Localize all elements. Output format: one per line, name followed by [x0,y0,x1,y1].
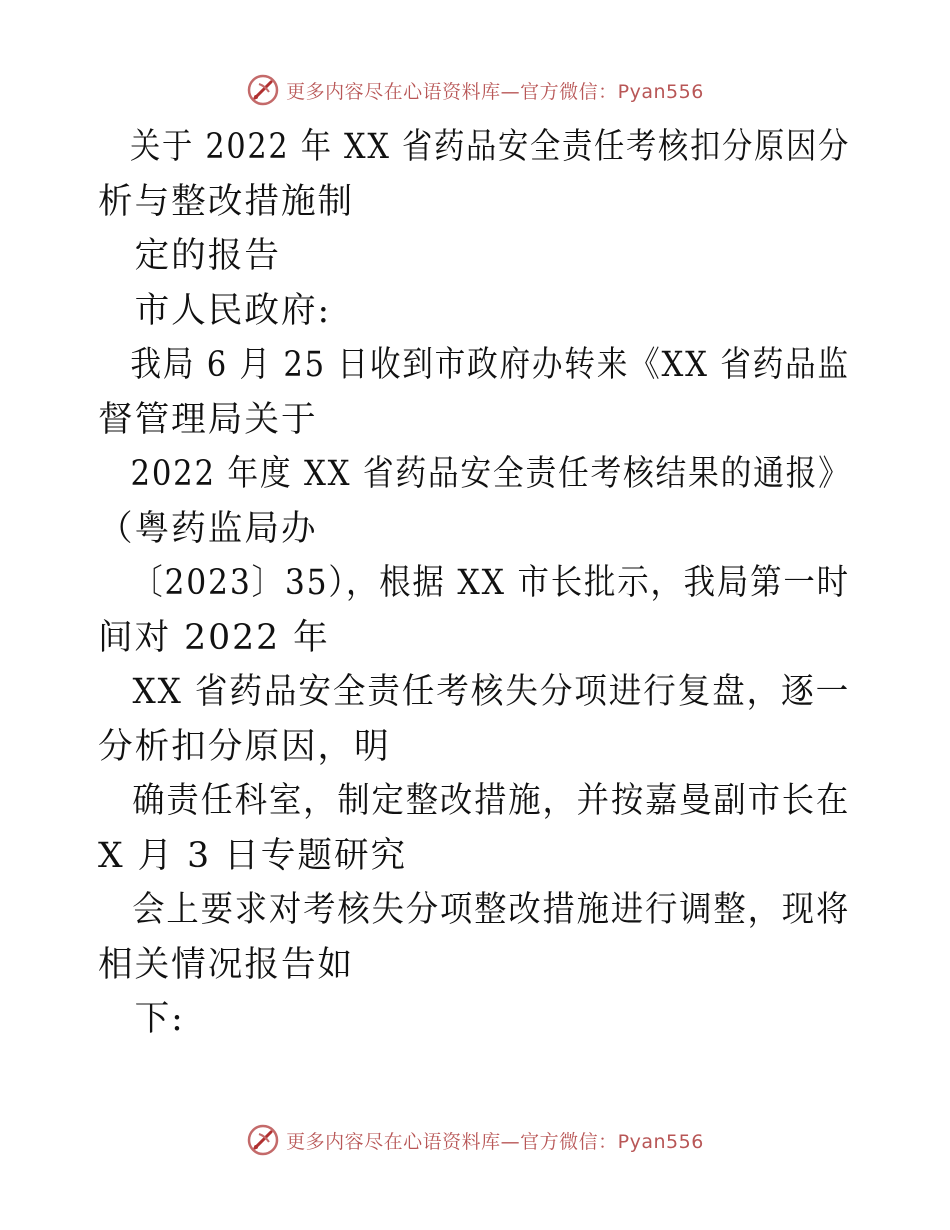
paragraph-line: 相关情况报告如 [98,944,355,985]
document-body [98,120,858,1047]
watermark-text: 更多内容尽在心语资料库—官方微信：Pyan556 [286,1130,704,1153]
quill-logo-icon [246,1123,280,1157]
paragraph-line: XX 省药品安全责任考核失分项进行复盘，逐一 [132,672,851,712]
paragraph-line: 我局 6 月 25 日收到市政府办转来《XX 省药品监 [130,345,850,385]
title-line-2: 析与整改措施制 [98,181,355,222]
title-line-1: 关于 2022 年 XX 省药品安全责任考核扣分原因分 [130,127,851,167]
quill-logo-icon [246,73,280,107]
watermark-banner-top [0,70,950,110]
title-line-3: 定的报告 [134,236,281,276]
salutation: 市人民政府: [134,290,332,331]
paragraph-line: 督管理局关于 [98,399,318,440]
paragraph-line: X 月 3 日专题研究 [98,835,408,876]
paragraph-line: 下: [134,999,185,1039]
paragraph-line: 确责任科室，制定整改措施，并按嘉曼副市长在 [132,781,851,821]
paragraph-line: 分析扣分原因，明 [98,726,391,767]
paragraph-line: 2022 年度 XX 省药品安全责任考核结果的通报》 [130,454,851,494]
paragraph-line: 间对 2022 年 [98,617,330,658]
paragraph-line: （粤药监局办 [98,508,318,549]
paragraph-line: 会上要求对考核失分项整改措施进行调整，现将 [132,890,851,930]
paragraph-line: 〔2023〕35），根据 XX 市长批示，我局第一时 [131,563,850,603]
watermark-banner-bottom [0,1120,950,1160]
watermark-text: 更多内容尽在心语资料库—官方微信：Pyan556 [286,80,704,103]
